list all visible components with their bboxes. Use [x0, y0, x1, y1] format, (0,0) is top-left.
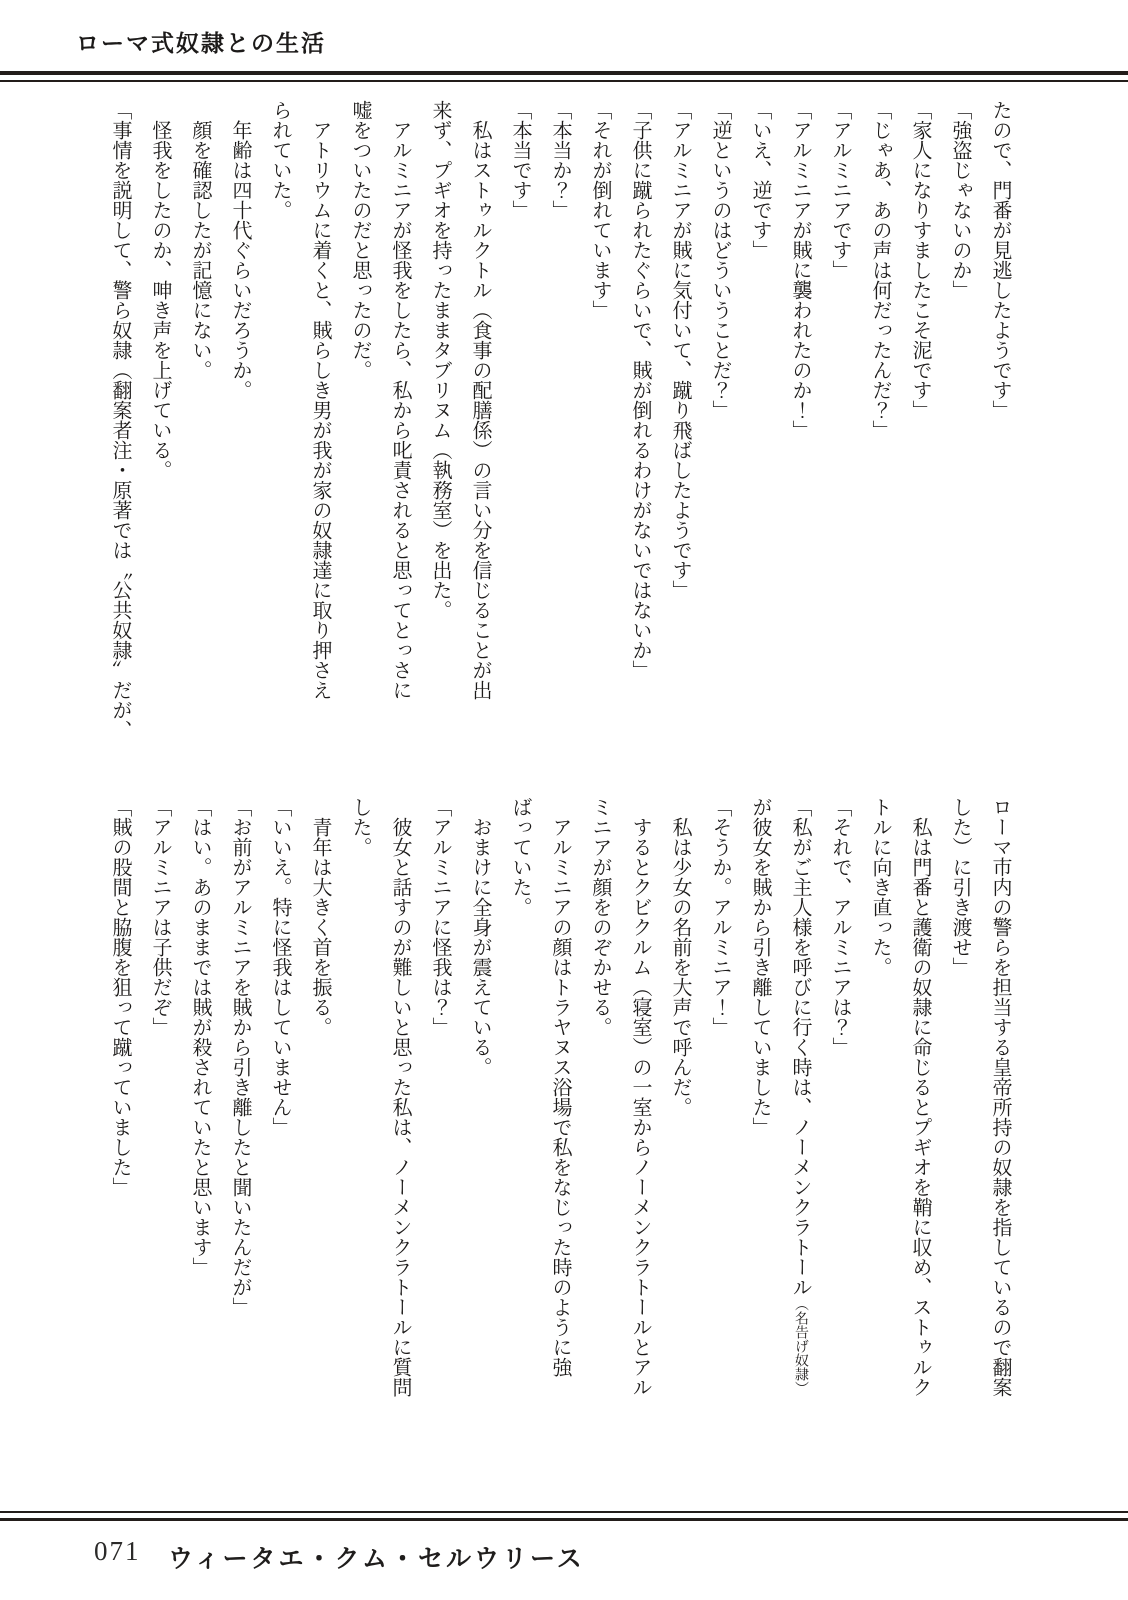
text-line: 「賊の股間と脇腹を狙って蹴っていました」: [109, 797, 131, 1197]
book-title: ウィータエ・クム・セルウリース: [168, 1546, 585, 1573]
text-line: ローマ市内の警らを担当する皇帝所持の奴隷を指しているので翻案: [989, 797, 1011, 1397]
footer-rule-thick: [0, 1518, 1128, 1521]
page-number: 071: [94, 1536, 141, 1566]
text-line: 「じゃあ、あの声は何だったんだ？」: [869, 100, 891, 440]
text-line: 私はストゥルクトル（食事の配膳係）の言い分を信じることが出: [469, 100, 491, 700]
text-line: たので、門番が見逃したようです」: [989, 100, 1011, 420]
header-rule-thin: [0, 80, 1128, 82]
text-line: 「子供に蹴られたぐらいで、賊が倒れるわけがないではないか」: [629, 100, 651, 680]
text-line: トルに向き直った。: [869, 797, 891, 977]
text-line: 「アルミニアです」: [829, 100, 851, 280]
text-line: 「本当です」: [509, 100, 531, 220]
text-line: 「お前がアルミニアを賊から引き離したと聞いたんだが」: [229, 797, 251, 1317]
text-line: 「アルミニアに怪我は？」: [429, 797, 451, 1037]
text-line: 「そうか。アルミニア！」: [709, 797, 731, 1037]
text-line: ばっていた。: [509, 797, 531, 917]
text-line: 年齢は四十代ぐらいだろうか。: [229, 100, 251, 400]
text-line: 「事情を説明して、警ら奴隷（翻案者注・原著では〝公共奴隷〟だが、: [109, 100, 131, 740]
text-line: 嘘をついたのだと思ったのだ。: [349, 100, 371, 380]
text-line: アトリウムに着くと、賊らしき男が我が家の奴隷達に取り押さえ: [309, 100, 331, 700]
text-line: アルミニアが怪我をしたら、私から叱責されると思ってとっさに: [389, 100, 411, 700]
text-line: 「それで、アルミニアは？」: [829, 797, 851, 1057]
text-line: おまけに全身が震えている。: [469, 797, 491, 1077]
text-line-main: 「私がご主人様を呼びに行く時は、ノーメンクラトール: [789, 797, 811, 1297]
text-line: 「アルミニアは子供だぞ」: [149, 797, 171, 1037]
chapter-title: ローマ式奴隷との生活: [76, 30, 326, 56]
text-line: 来ず、プギオを持ったままタブリヌム（執務室）を出た。: [429, 100, 451, 620]
text-line: 「いえ、逆です」: [749, 100, 771, 260]
text-line: 私は少女の名前を大声で呼んだ。: [669, 797, 691, 1117]
text-line: 「いいえ。特に怪我はしていません」: [269, 797, 291, 1137]
text-line: 「それが倒れています」: [589, 100, 611, 320]
text-line: 「家人になりすましたこそ泥です」: [909, 100, 931, 420]
text-line: アルミニアの顔はトラヤヌス浴場で私をなじった時のように強: [549, 797, 571, 1377]
text-line: 顔を確認したが記憶にない。: [189, 100, 211, 380]
text-line: が彼女を賊から引き離していました」: [749, 797, 771, 1137]
text-line: 「逆というのはどういうことだ？」: [709, 100, 731, 420]
text-line: 「アルミニアが賊に襲われたのか！」: [789, 100, 811, 440]
text-line: ミニアが顔をのぞかせる。: [589, 797, 611, 1037]
text-line: するとクビクルム（寝室）の一室からノーメンクラトールとアル: [629, 797, 651, 1397]
text-line: 「強盗じゃないのか」: [949, 100, 971, 300]
text-line: 青年は大きく首を振る。: [309, 797, 331, 1037]
header-rule-thick: [0, 71, 1128, 75]
footer-rule-thin: [0, 1511, 1128, 1513]
main-text-upper-band: [100, 100, 1020, 762]
text-line: した。: [349, 797, 371, 857]
text-line: 私は門番と護衛の奴隷に命じるとプギオを鞘に収め、ストゥルク: [909, 797, 931, 1397]
text-line: 「アルミニアが賊に気付いて、蹴り飛ばしたようです」: [669, 100, 691, 600]
text-line: [780, 797, 820, 1492]
text-line: した）に引き渡せ」: [949, 797, 971, 977]
text-line: られていた。: [269, 100, 291, 220]
text-line: 「本当か？」: [549, 100, 571, 220]
text-line: 怪我をしたのか、呻き声を上げている。: [149, 100, 171, 480]
text-line: 「はい。あのままでは賊が殺されていたと思います」: [189, 797, 211, 1277]
text-line-small-paren: （名告げ奴隷）: [793, 1297, 808, 1395]
main-text-lower-band: [100, 797, 1020, 1492]
text-line: 彼女と話すのが難しいと思った私は、ノーメンクラトールに質問: [389, 797, 411, 1397]
